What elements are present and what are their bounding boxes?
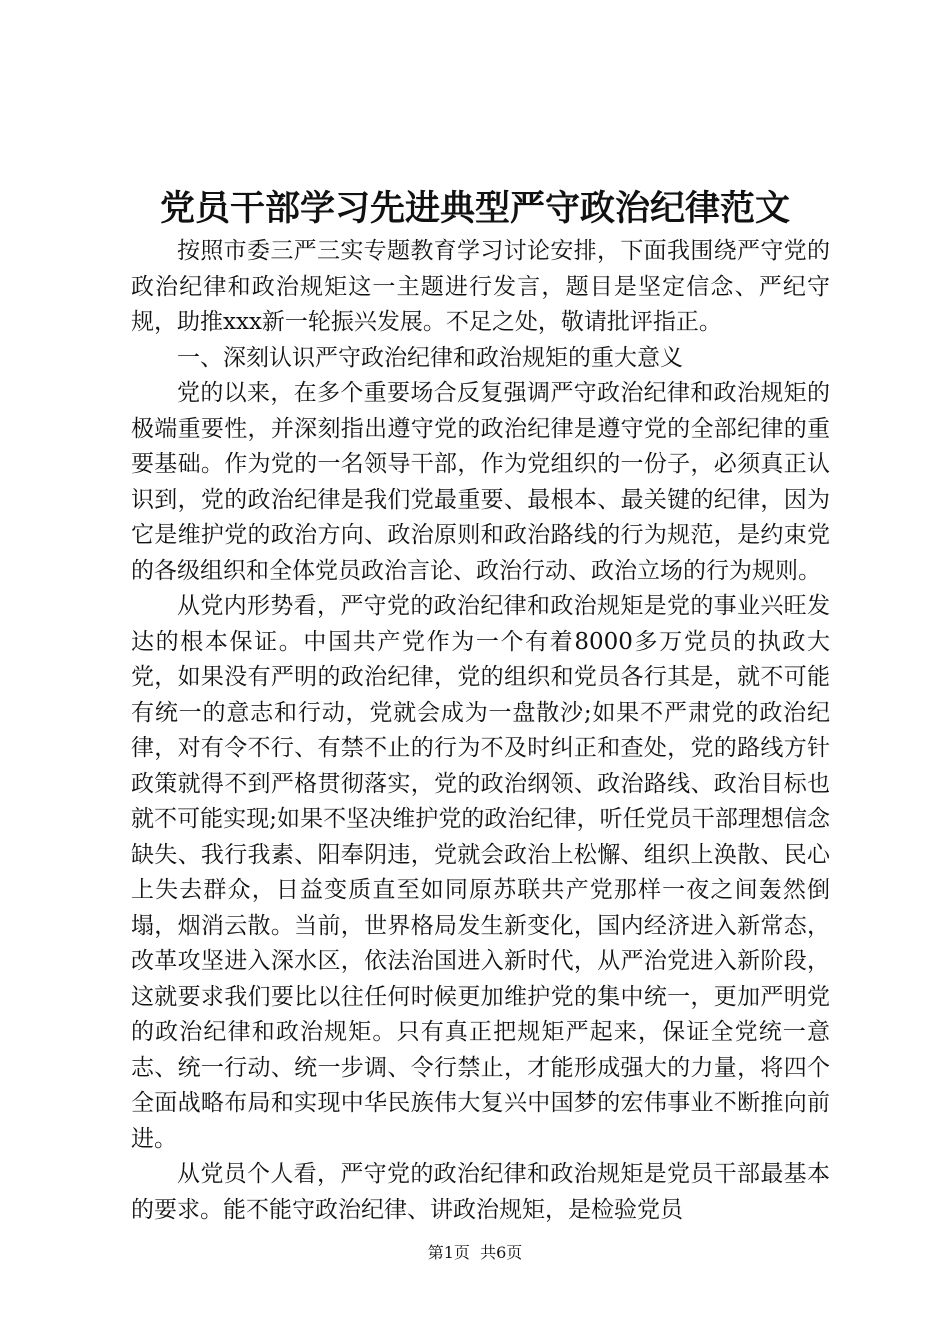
document-body bbox=[131, 234, 830, 1228]
paragraph-party-situation: 从党内形势看，严守党的政治纪律和政治规矩是党的事业兴旺发达的根本保证。中国共产党作为一个有着8000多万党员的执政大党，如果没有严明的政治纪律，党的组织和党员各行其是，就不可能有统一的意志和行动，党就会成为一盘散沙;如果不严肃党的政治纪律，对有令不行、有禁不止的行为不及时纠正和查处，党的路线方针政策就得不到严格贯彻落实，党的政治纲领、政治路线、政治目标也就不可能实现;如果不坚决维护党的政治纪律，听任党员干部理想信念缺失、我行我素、阳奉阴违，党就会政治上松懈、组织上涣散、民心上失去群众，日益变质直至如同原苏联共产党那样一夜之间轰然倒塌，烟消云散。当前，世界格局发生新变化，国内经济进入新常态，改革攻坚进入深水区，依法治国进入新时代，从严治党进入新阶段，这就要求我们要比以往任何时候更加维护党的集中统一，更加严明党的政治纪律和政治规矩。只有真正把规矩严起来，保证全党统一意志、统一行动、统一步调、令行禁止，才能形成强大的力量，将四个全面战略布局和实现中华民族伟大复兴中国梦的宏伟事业不断推向前进。 bbox=[131, 593, 830, 1152]
paragraph-significance: 党的以来，在多个重要场合反复强调严守政治纪律和政治规矩的极端重要性，并深刻指出遵守党的政治纪律是遵守党的全部纪律的重要基础。作为党的一名领导干部，作为党组织的一份子，必须真正认识到，党的政治纪律是我们党最重要、最根本、最关键的纪律，因为它是维护党的政治方向、政治原则和政治路线的行为规范，是约束党的各级组织和全体党员政治言论、政治行动、政治立场的行为规则。 bbox=[131, 380, 830, 584]
page-footer bbox=[0, 1241, 950, 1265]
page-number: 第1页 bbox=[427, 1243, 470, 1262]
paragraph-intro: 按照市委三严三实专题教育学习讨论安排，下面我围绕严守党的政治纪律和政治规矩这一主题进行发言，题目是坚定信念、严纪守规，助推xxx新一轮振兴发展。不足之处，敬请批评指正。 bbox=[131, 238, 830, 335]
paragraph-individual: 从党员个人看，严守党的政治纪律和政治规矩是党员干部最基本的要求。能不能守政治纪律、讲政治规矩，是检验党员 bbox=[131, 1161, 830, 1223]
page-total: 共6页 bbox=[480, 1243, 523, 1262]
section-heading-1: 一、深刻认识严守政治纪律和政治规矩的重大意义 bbox=[177, 344, 683, 371]
document-title: 党员干部学习先进典型严守政治纪律范文 bbox=[159, 188, 790, 229]
